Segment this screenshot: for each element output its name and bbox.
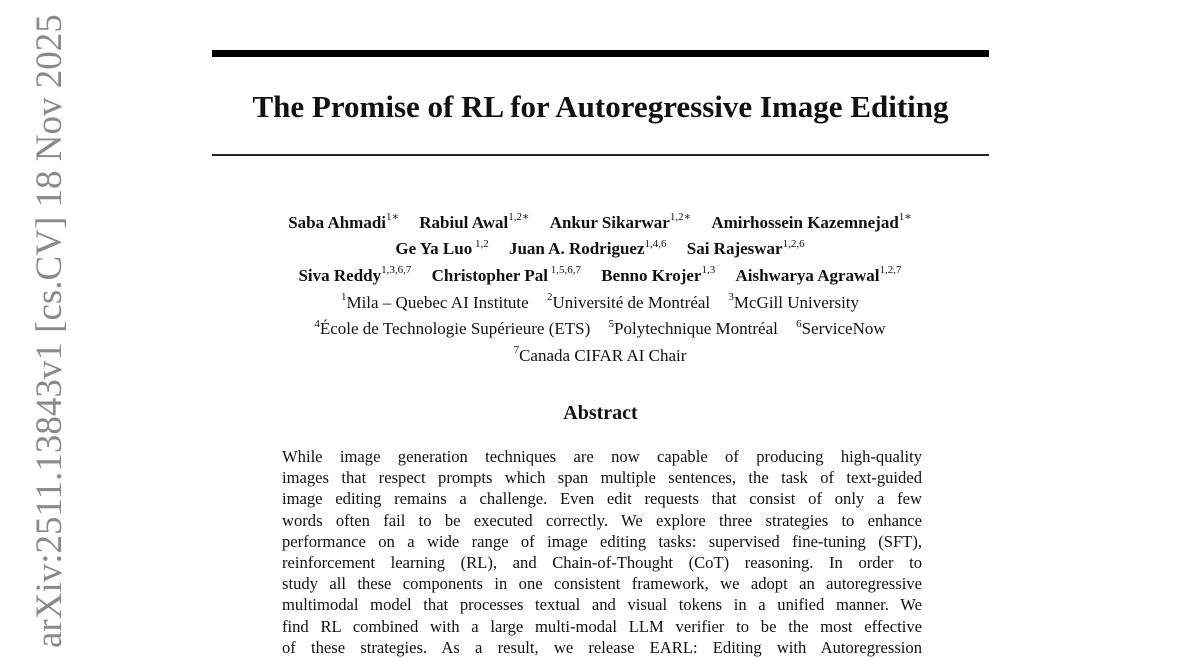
- affiliation-line: [150, 314, 1050, 341]
- affiliation: $^3$McGill University: [728, 290, 860, 312]
- author-name: Sai Rajeswar$^{1,2,6}$: [686, 237, 805, 259]
- author-line: [150, 234, 1050, 261]
- abstract-line: study all these components in one consistent framework, we adopt an autoregressive: [282, 574, 922, 594]
- top-rule: [212, 50, 989, 57]
- abstract-body: [282, 446, 922, 658]
- affiliation: $^4$École de Technologie Supérieure (ETS): [314, 317, 591, 339]
- paper-title: The Promise of RL for Autoregressive Image Editing: [252, 89, 949, 124]
- abstract-line: image editing remains a challenge. Even edit requests that consist of only a few: [282, 489, 922, 509]
- abstract-line: multimodal model that processes textual and visual tokens in a unified manner. We: [282, 595, 922, 615]
- affiliation: $^1$Mila – Quebec AI Institute: [340, 290, 529, 312]
- abstract-line: images that respect prompts which span multiple sentences, the task of text-guided: [282, 468, 922, 488]
- abstract-line: While image generation techniques are now capable of producing high-quality: [282, 447, 922, 466]
- author-name: Rabiul Awal$^{1,2∗}$: [419, 211, 530, 232]
- affiliation-line: [150, 287, 1050, 314]
- affiliation-line: [150, 340, 1050, 367]
- abstract-line: reinforcement learning (RL), and Chain-of-Thought (CoT) reasoning. In order to: [282, 553, 922, 573]
- affiliation: $^5$Polytechnique Montréal: [608, 317, 778, 339]
- author-name: Ankur Sikarwar$^{1,2∗}$: [549, 211, 692, 232]
- author-line: [150, 260, 1050, 287]
- abstract-line: find RL combined with a large multi-modal LLM verifier to be the most effective: [282, 616, 922, 636]
- abstract-heading: Abstract: [563, 402, 638, 424]
- author-line: [150, 207, 1050, 234]
- affiliation: $^6$ServiceNow: [796, 317, 886, 339]
- author-name: Ge Ya Luo $^{1,2}$: [395, 237, 489, 259]
- abstract-line: performance on a wide range of image editing tasks: supervised fine-tuning (SFT),: [282, 531, 922, 551]
- author-name: Christopher Pal $^{1,5,6,7}$: [431, 264, 581, 285]
- affiliation: $^7$Canada CIFAR AI Chair: [513, 344, 687, 365]
- title-rule: [212, 154, 989, 156]
- author-name: Benno Krojer$^{1,3}$: [601, 264, 716, 285]
- arxiv-stamp: arXiv:2511.13843v1 [cs.CV] 18 Nov 2025: [29, 14, 70, 648]
- affiliation: $^2$Université de Montréal: [546, 290, 711, 312]
- abstract-line: of these strategies. As a result, we release EARL: Editing with Autoregression: [282, 637, 922, 657]
- author-name: Saba Ahmadi$^{1∗}$: [288, 211, 399, 232]
- author-name: Aishwarya Agrawal$^{1,2,7}$: [735, 264, 902, 285]
- abstract-line: words often fail to be executed correctly. We explore three strategies to enhance: [282, 510, 922, 530]
- author-name: Amirhossein Kazemnejad$^{1∗}$: [711, 211, 912, 232]
- author-name: Siva Reddy$^{1,3,6,7}$: [298, 264, 412, 285]
- author-block: [150, 207, 1050, 367]
- author-name: Juan A. Rodriguez$^{1,4,6}$: [508, 237, 667, 259]
